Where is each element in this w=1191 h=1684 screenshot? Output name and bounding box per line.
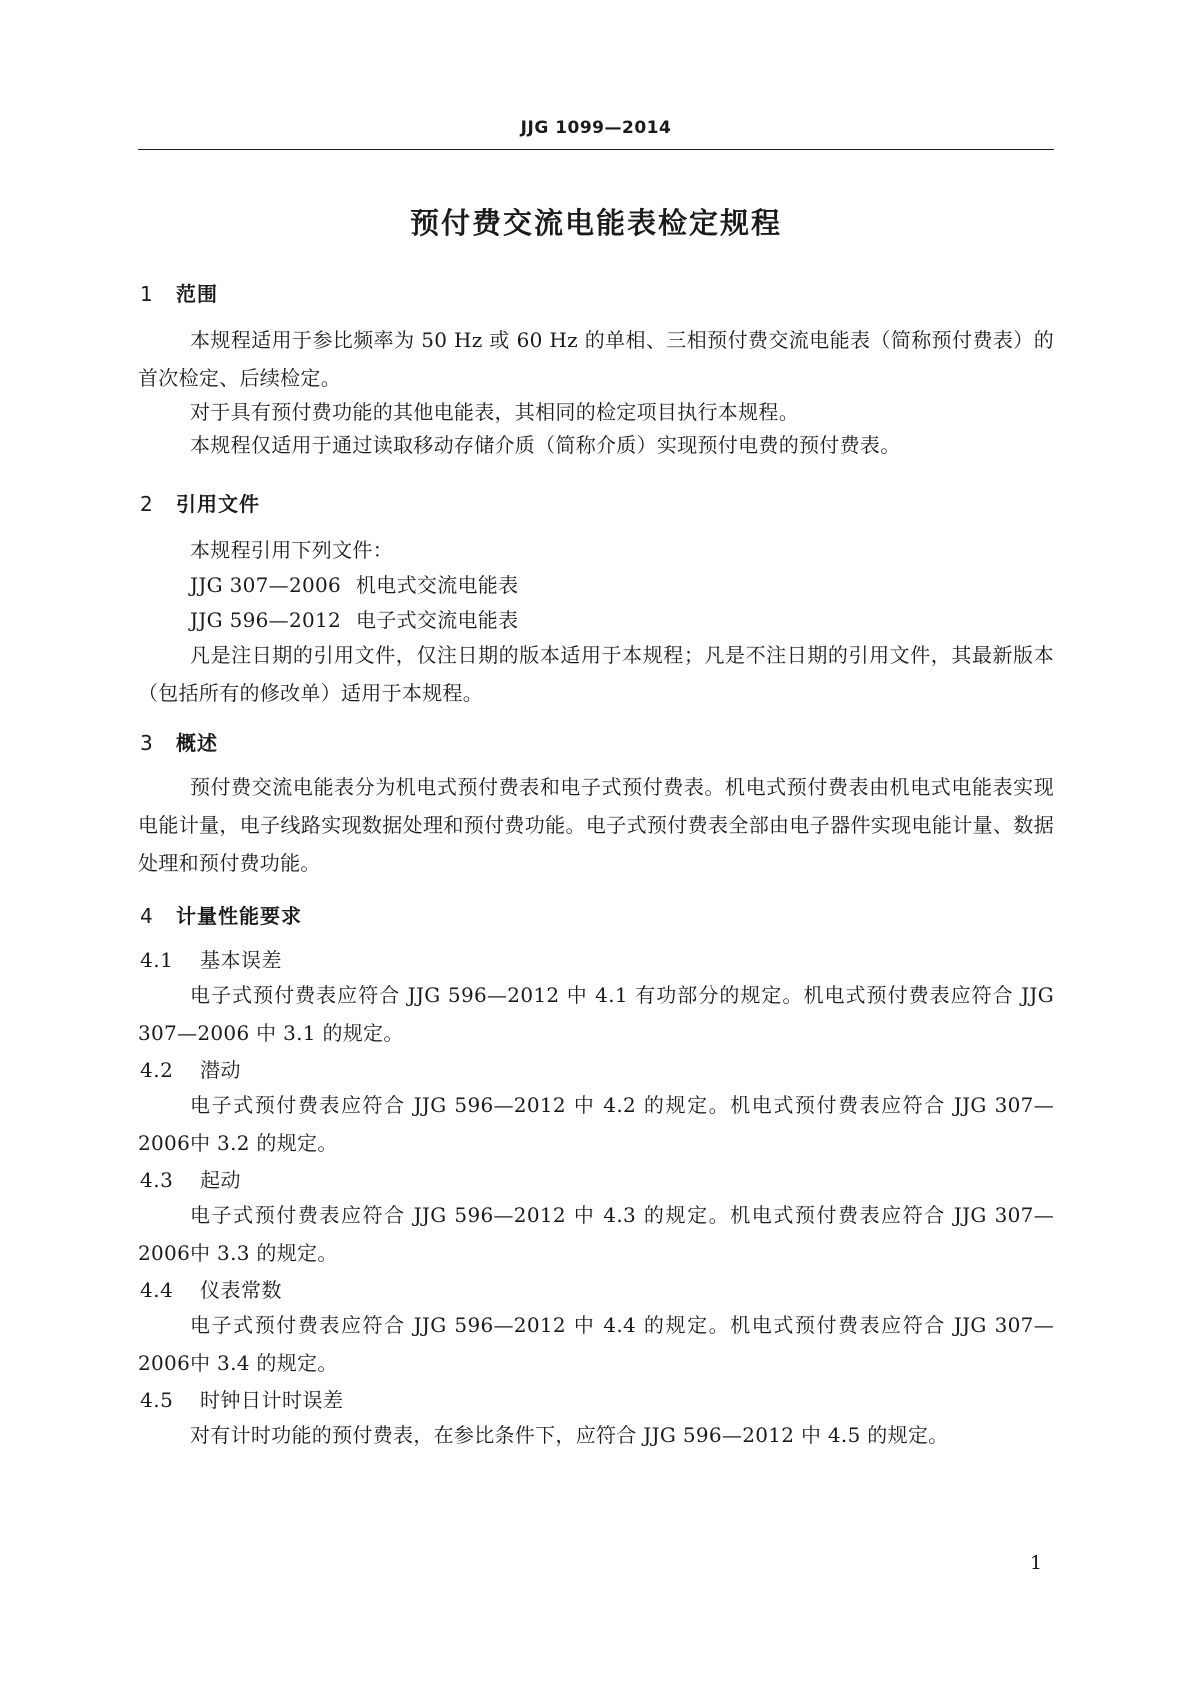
reference-code: JJG 307—2006 xyxy=(190,573,342,597)
subsection-number: 4.3 xyxy=(140,1168,174,1192)
header-rule xyxy=(138,149,1054,150)
reference-item xyxy=(190,566,518,604)
subsection-heading-4-1 xyxy=(140,941,282,979)
subsection-heading-4-4 xyxy=(140,1271,282,1309)
subsection-title: 时钟日计时误差 xyxy=(200,1388,344,1412)
reference-code: JJG 596—2012 xyxy=(190,608,342,632)
document-title: 预付费交流电能表检定规程 xyxy=(409,206,782,240)
reference-name: 电子式交流电能表 xyxy=(356,608,519,632)
section-1-paragraph-2: 对于具有预付费功能的其他电能表，其相同的检定项目执行本规程。 xyxy=(190,400,799,424)
reference-name: 机电式交流电能表 xyxy=(356,573,519,597)
section-number: 3 xyxy=(140,731,154,755)
section-3-paragraph-1: 预付费交流电能表分为机电式预付费表和电子式预付费表。机电式预付费表由机电式电能表实现电能计量，电子线路实现数据处理和预付费功能。电子式预付费表全部由电子器件实现电能计量、数据处理和预付费功能。 xyxy=(138,775,1054,875)
reference-note: 凡是注日期的引用文件，仅注日期的版本适用于本规程；凡是不注日期的引用文件，其最新版本（包括所有的修改单）适用于本规程。 xyxy=(138,643,1054,705)
subsection-heading-4-3 xyxy=(140,1161,241,1199)
reference-intro: 本规程引用下列文件： xyxy=(190,538,393,562)
section-heading-3 xyxy=(140,727,218,756)
subsection-number: 4.1 xyxy=(140,948,174,972)
section-title: 概述 xyxy=(176,731,218,755)
subsection-4-1-text: 电子式预付费表应符合 JJG 596—2012 中 4.1 有功部分的规定。机电式预付费表应符合 JJG 307—2006 中 3.1 的规定。 xyxy=(138,983,1054,1045)
subsection-heading-4-2 xyxy=(140,1051,241,1089)
subsection-heading-4-5 xyxy=(140,1381,344,1419)
subsection-number: 4.2 xyxy=(140,1058,174,1082)
subsection-title: 仪表常数 xyxy=(200,1278,282,1302)
section-title: 范围 xyxy=(176,282,218,306)
subsection-number: 4.5 xyxy=(140,1388,174,1412)
section-number: 2 xyxy=(140,492,154,516)
running-header: JJG 1099—2014 xyxy=(520,118,672,138)
subsection-title: 潜动 xyxy=(200,1058,241,1082)
subsection-4-4-text: 电子式预付费表应符合 JJG 596—2012 中 4.4 的规定。机电式预付费表应符合 JJG 307—2006中 3.4 的规定。 xyxy=(138,1313,1054,1375)
subsection-title: 基本误差 xyxy=(200,948,282,972)
section-1-paragraph-1: 本规程适用于参比频率为 50 Hz 或 60 Hz 的单相、三相预付费交流电能表（简称预付费表）的首次检定、后续检定。 xyxy=(138,328,1054,390)
section-title: 计量性能要求 xyxy=(176,904,302,928)
subsection-4-3-text: 电子式预付费表应符合 JJG 596—2012 中 4.3 的规定。机电式预付费表应符合 JJG 307—2006中 3.3 的规定。 xyxy=(138,1203,1054,1265)
section-heading-2 xyxy=(140,488,260,517)
section-title: 引用文件 xyxy=(176,492,260,516)
subsection-number: 4.4 xyxy=(140,1278,174,1302)
subsection-4-5-text: 对有计时功能的预付费表，在参比条件下，应符合 JJG 596—2012 中 4.5 的规定。 xyxy=(190,1423,949,1447)
subsection-title: 起动 xyxy=(200,1168,241,1192)
reference-item xyxy=(190,601,518,639)
page-number: 1 xyxy=(1030,1552,1043,1574)
subsection-4-2-text: 电子式预付费表应符合 JJG 596—2012 中 4.2 的规定。机电式预付费表应符合 JJG 307—2006中 3.2 的规定。 xyxy=(138,1093,1054,1155)
section-1-paragraph-3: 本规程仅适用于通过读取移动存储介质（简称介质）实现预付电费的预付费表。 xyxy=(190,433,901,457)
section-number: 1 xyxy=(140,282,154,306)
section-heading-4 xyxy=(140,900,302,929)
section-heading-1 xyxy=(140,278,218,307)
section-number: 4 xyxy=(140,904,154,928)
